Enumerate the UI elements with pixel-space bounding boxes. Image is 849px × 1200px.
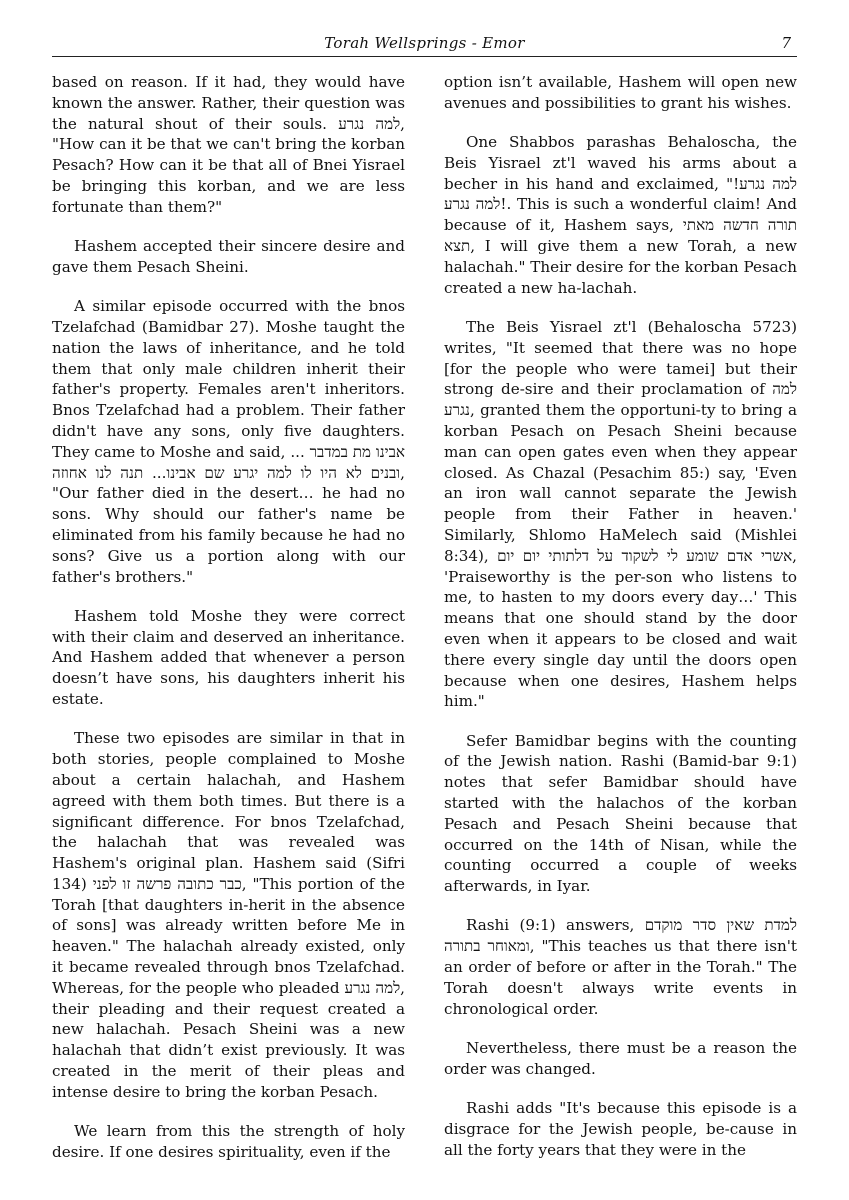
paragraph: A similar episode occurred with the bnos Tzelafchad (Bamidbar 27). Moshe taught the nation the laws of inheritance, and he told them that only male children inherit their father's property. Females aren't inheritors. Bnos Tzelafchad had a problem. Their father didn't have any sons, only five daughters. They came to Moshe and said, אבינו מת במדבר ... ובנים לא היו לו למה יגרע שם אבינו... תנה לנו אחוזה, "Our father died in the desert… he had no sons. Why should our father's name be eliminated from his family because he had no sons? Give us a portion along with our father's brothers.": [52, 297, 405, 586]
paragraph: Rashi (9:1) answers, למדת שאין סדר מוקדם ומאוחר בתורה, "This teaches us that there isn't an order of before or after in the Torah." The Torah doesn't always write events in chronological order.: [444, 916, 797, 1018]
paragraph: Hashem accepted their sincere desire and gave them Pesach Sheini.: [52, 237, 405, 276]
paragraph: option isn’t available, Hashem will open new avenues and possibilities to grant his wishes.: [444, 73, 797, 112]
paragraph: Sefer Bamidbar begins with the counting of the Jewish nation. Rashi (Bamid-bar 9:1) notes that sefer Bamidbar should have started with the halachos of the korban Pesach and Pesach Sheini because that occurred on the 14th of Nisan, while the counting occurred a couple of weeks afterwards, in Iyar.: [444, 731, 797, 896]
paragraph: We learn from this the strength of holy desire. If one desires spirituality, even if the: [52, 1122, 405, 1161]
paragraph: These two episodes are similar in that in both stories, people complained to Moshe about a certain halachah, and Hashem agreed with them both times. But there is a significant difference. For bnos Tzelafchad, the halachah that was revealed was Hashem's original plan. Hashem said (Sifri 134) כבר כתובה פרשה זו לפני, "This portion of the Torah [that daughters in-herit in the absence of sons] was already written before Me in heaven." The halachah already existed, only it became revealed through bnos Tzelafchad. Whereas, for the people who pleaded למה נגרע, their pleading and their request created a new halachah. Pesach Sheini was a new halachah that didn’t exist previously. It was created in the merit of their pleas and intense desire to bring the korban Pesach.: [52, 729, 406, 1101]
paragraph: The Beis Yisrael zt'l (Behaloscha 5723) writes, "It seemed that there was no hope [for the people who were tamei] but their strong de-sire and their proclamation of למה נגרע, granted them the opportuni-ty to bring a korban Pesach on Pesach Sheini because man can open gates even when they appear closed. As Chazal (Pesachim 85:) say, 'Even an iron wall cannot separate the Jewish people from their Father in heaven.' Similarly, Shlomo HaMelech said (Mishlei 8:34), אשרי אדם שומע לי לשקוד על דלתותי יום יום, 'Praiseworthy is the per-son who listens to me, to hasten to my doors every day…' This means that one should stand by the door even when it appears to be closed and wait there every single day until the doors open because when one desires, Hashem helps him.": [444, 317, 797, 711]
page-number: 7: [781, 34, 791, 52]
paragraph: Nevertheless, there must be a reason the order was changed.: [444, 1038, 797, 1078]
paragraph: Rashi adds "It's because this episode is a disgrace for the Jewish people, be-cause in all the forty years that they were in the: [444, 1099, 797, 1159]
paragraph: based on reason. If it had, they would have known the answer. Rather, their question was the natural shout of their souls. למה נגרע, "How can it be that we can't bring the korban Pesach? How can it be that all of Bnei Yisrael be bringing this korban, and we are less fortunate than them?": [52, 73, 405, 216]
paragraph: One Shabbos parashas Behaloscha, the Beis Yisrael zt'l waved his arms about a becher in his hand and exclaimed, "למה נגרע! למה נגרע!. This is such a wonderful claim! And because of it, Hashem says, תורה חדשה מאתי תצא, I will give them a new Torah, a new halachah." Their desire for the korban Pesach created a new ha-lachah.: [444, 133, 797, 297]
text-columns: [52, 72, 797, 1182]
paragraph: Hashem told Moshe they were correct with their claim and deserved an inheritance. And Hashem added that whenever a person doesn’t have sons, his daughters inherit his estate.: [52, 606, 405, 709]
right-column: [444, 72, 797, 1179]
left-column: [52, 72, 405, 1181]
running-header: [52, 34, 797, 57]
running-title: Torah Wellsprings - Emor: [324, 34, 525, 52]
